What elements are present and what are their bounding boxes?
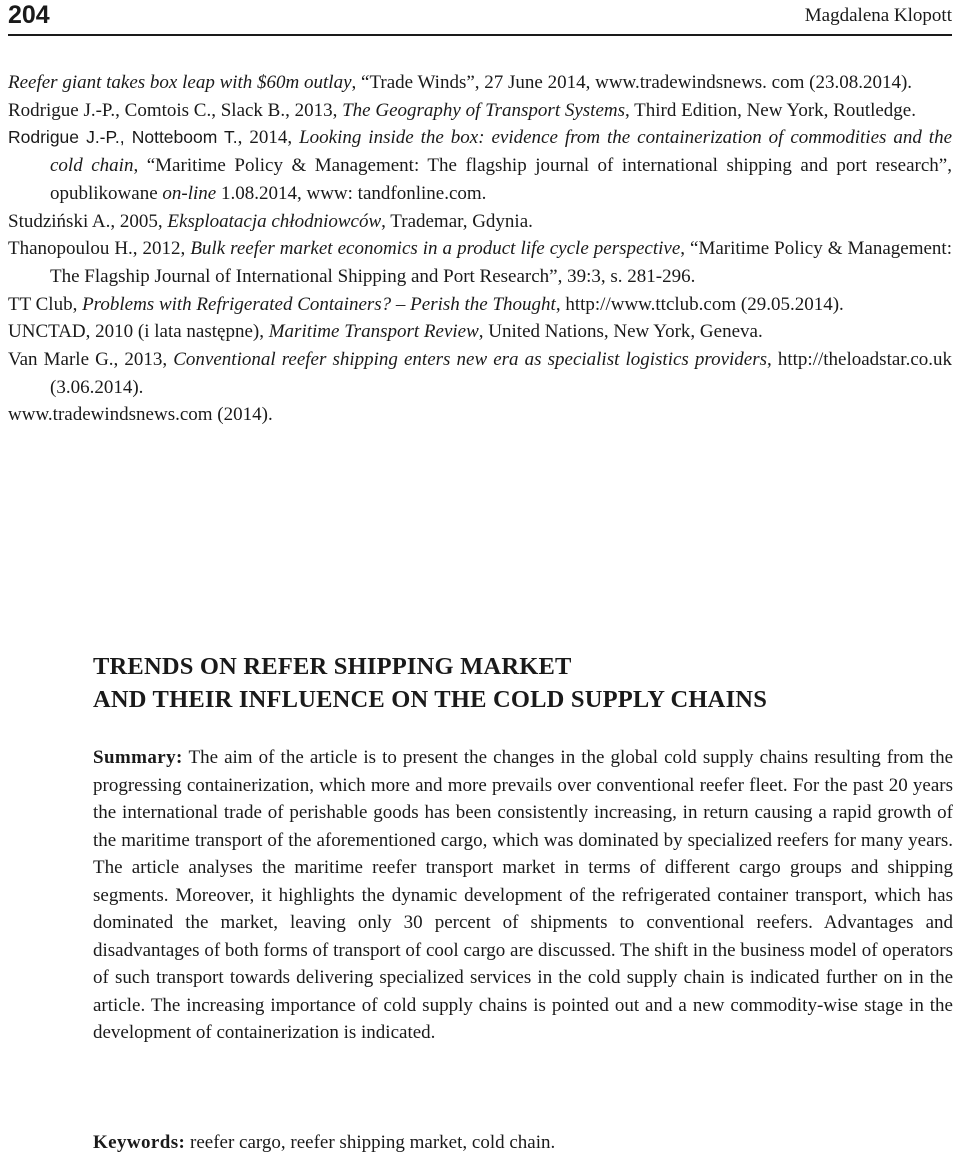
reference-text: , “Maritime Policy & Management: The flagship journal of international shipping and port research”, opublikowane bbox=[50, 155, 952, 204]
reference-entry bbox=[8, 208, 952, 236]
reference-entry bbox=[8, 318, 952, 346]
reference-text: 1.08.2014, www: tandfonline.com. bbox=[216, 182, 487, 204]
page-number: 204 bbox=[8, 1, 50, 29]
summary-text: The aim of the article is to present the changes in the global cold supply chains resulting from the progressing containerization, which more and more prevails over conventional reefer fleet. For the past 20 years the international trade of perishable goods has been consistently increasing, in return causing a rapid growth of the maritime transport of the aforementioned cargo, which was dominated by specialized reefers for many years. The article analyses the maritime reefer transport market in terms of different cargo groups and shipping segments. Moreover, it highlights the dynamic development of the refrigerated container transport, which has dominated the market, leaving only 30 percent of shipments to conventional reefers. Advantages and disadvantages of both forms of transport of cool cargo are discussed. The shift in the business model of operators of such transport towards delivering specialized services in the cold supply chain is indicated further on in the article. The increasing importance of cold supply chains is pointed out and a new commodity-wise stage in the development of containerization is indicated. bbox=[93, 747, 953, 1044]
summary-label: Summary: bbox=[93, 747, 183, 768]
reference-list bbox=[8, 69, 952, 429]
reference-text: on-line bbox=[162, 182, 217, 204]
reference-entry bbox=[8, 401, 952, 429]
summary-paragraph bbox=[93, 744, 953, 1047]
running-head-author: Magdalena Klopott bbox=[804, 5, 952, 26]
article-title-line: AND THEIR INFLUENCE ON THE COLD SUPPLY CHAINS bbox=[93, 686, 768, 713]
reference-entry bbox=[8, 291, 952, 319]
reference-text: Rodrigue J.-P., Notteboom T. bbox=[8, 127, 238, 148]
reference-text: Rodrigue J.-P., Comtois C., Slack B., 2013, bbox=[8, 99, 343, 121]
reference-text: Maritime Transport Review bbox=[268, 321, 479, 343]
reference-entry bbox=[8, 69, 952, 97]
reference-text: , http://www.ttclub.com (29.05.2014). bbox=[555, 293, 844, 315]
reference-text: Looking inside the box: evidence from the containerization of commodities and the cold chain bbox=[50, 127, 952, 177]
reference-text: Thanopoulou H., 2012, bbox=[8, 238, 191, 260]
reference-text: UNCTAD, 2010 (i lata następne), bbox=[8, 321, 269, 343]
keywords-paragraph bbox=[93, 1129, 953, 1156]
page-header bbox=[8, 0, 952, 36]
reference-text: , United Nations, New York, Geneva. bbox=[478, 321, 763, 343]
reference-text: www.tradewindsnews.com (2014). bbox=[8, 404, 273, 426]
keywords-label: Keywords: bbox=[93, 1132, 186, 1153]
keywords-text: reefer cargo, reefer shipping market, cold chain. bbox=[185, 1132, 556, 1153]
reference-entry bbox=[8, 124, 952, 207]
reference-text: Conventional reefer shipping enters new era as specialist logistics providers bbox=[173, 349, 768, 371]
reference-text: TT Club, bbox=[8, 293, 83, 315]
reference-entry bbox=[8, 346, 952, 401]
article-title bbox=[93, 650, 953, 716]
reference-text: Van Marle G., 2013, bbox=[8, 349, 174, 371]
reference-text: Bulk reefer market economics in a product life cycle perspective bbox=[190, 238, 681, 260]
reference-text: Reefer giant takes box leap with $60m outlay bbox=[8, 72, 352, 93]
reference-entry bbox=[8, 97, 952, 125]
reference-text: , http://theloadstar.co.uk (3.06.2014). bbox=[50, 349, 953, 398]
reference-text: , “Maritime Policy & Management: The Flagship Journal of International Shipping and Port Research”, 39:3, s. 281-296. bbox=[50, 238, 952, 287]
article-title-line: TRENDS ON REFER SHIPPING MARKET bbox=[93, 653, 572, 680]
reference-text: , Trademar, Gdynia. bbox=[381, 210, 533, 232]
reference-text: , Third Edition, New York, Routledge. bbox=[625, 99, 916, 121]
reference-text: , 2014, bbox=[237, 127, 300, 149]
reference-text: Problems with Refrigerated Containers? – Perish the Thought bbox=[82, 293, 556, 315]
reference-text: Eksploatacja chłodniowców bbox=[167, 210, 382, 232]
reference-entry bbox=[8, 235, 952, 290]
reference-text: The Geography of Transport Systems bbox=[342, 99, 626, 121]
reference-text: , “Trade Winds”, 27 June 2014, www.tradewindsnews. com (23.08.2014). bbox=[351, 72, 913, 93]
reference-text: Studziński A., 2005, bbox=[8, 210, 168, 232]
